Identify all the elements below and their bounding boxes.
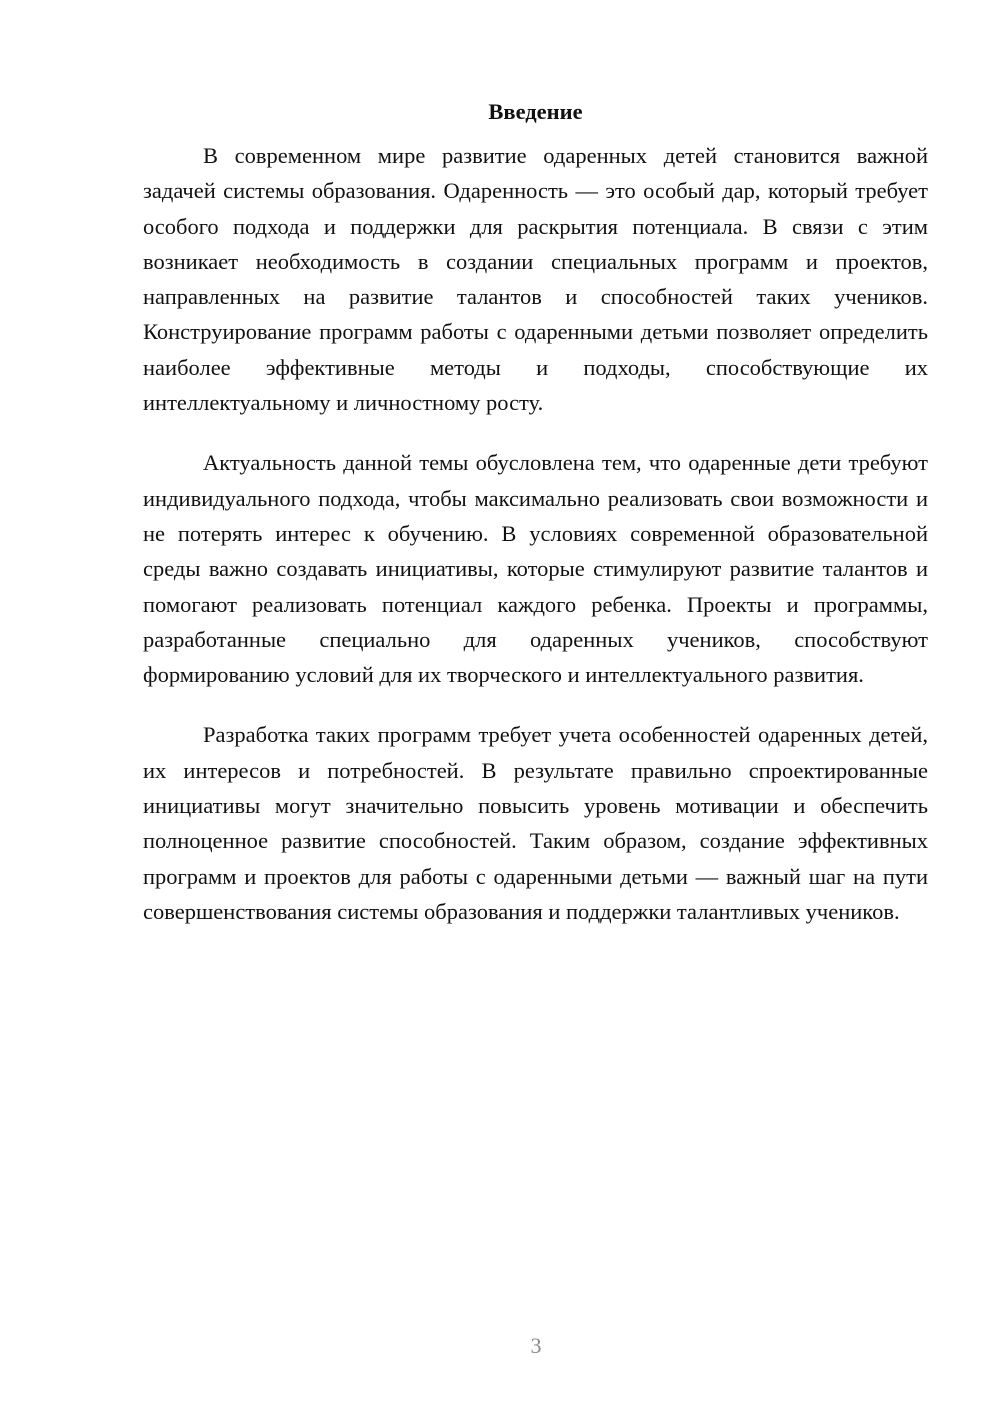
paragraph-3: Разработка таких программ требует учета особенностей одаренных детей, их интересов и потребностей. В результате правильно спроектированные инициативы могут значительно повысить уровень мотивации и обеспечить полноценное развитие способностей. Таким образом, создание эффективных программ и проектов для работы с одаренными детьми — важный шаг на пути совершенствования системы образования и поддержки талантливых учеников. bbox=[143, 722, 928, 924]
section-heading: Введение bbox=[488, 99, 583, 124]
paragraph-2: Актуальность данной темы обусловлена тем, что одаренные дети требуют индивидуального подхода, чтобы максимально реализовать свои возможности и не потерять интерес к обучению. В условиях современной образовательной среды важно создавать инициативы, которые стимулируют развитие талантов и помогают реализовать потенциал каждого ребенка. Проекты и программы, разработанные специально для одаренных учеников, способствуют формированию условий для их творческого и интеллектуального развития. bbox=[143, 450, 928, 688]
page-content bbox=[143, 96, 928, 929]
paragraph-1: В современном мире развитие одаренных детей становится важной задачей системы образования. Одаренность — это особый дар, который требует особого подхода и поддержки для раскрытия потенциала. В связи с этим возникает необходимость в создании специальных программ и проектов, направленных на развитие талантов и способностей таких учеников. Конструирование программ работы с одаренными детьми позволяет определить наиболее эффективные методы и подходы, способствующие их интеллектуальному и личностному росту. bbox=[143, 143, 928, 416]
page-number: 3 bbox=[530, 1333, 542, 1358]
